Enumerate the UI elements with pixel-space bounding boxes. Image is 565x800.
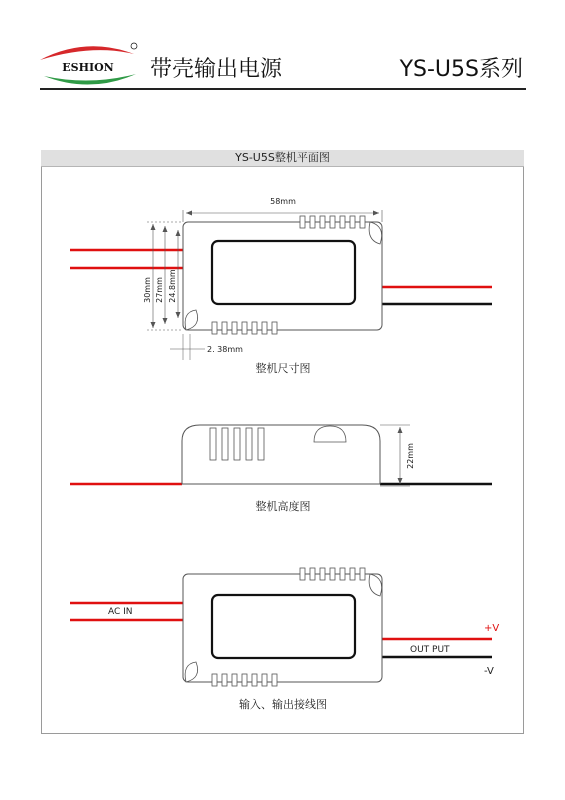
label-window [212, 241, 355, 304]
wiring-label-window [212, 595, 355, 658]
model-series: YS-U5S系列 [399, 57, 523, 82]
dimension-drawing [70, 197, 492, 375]
dimension-drawing-caption: 整机尺寸图 [255, 362, 311, 375]
logo-text: ESHION [62, 61, 114, 74]
side-height-label: 22mm [406, 443, 415, 469]
wiring-drawing [70, 568, 499, 711]
height-27-label: 27mm [155, 277, 164, 303]
panel-title: YS-U5S整机平面图 [41, 150, 524, 167]
width-dimension-label: 58mm [270, 197, 296, 206]
bottom-vents [212, 322, 277, 334]
height-24-label: 24.8mm [168, 269, 177, 303]
wiring-drawing-caption: 输入、输出接线图 [239, 698, 327, 711]
offset-dimension-label: 2. 38mm [207, 345, 243, 354]
ac-in-label: AC IN [108, 607, 133, 617]
height-drawing-caption: 整机高度图 [255, 500, 311, 513]
height-30-label: 30mm [143, 277, 152, 303]
negative-label: -V [484, 666, 494, 677]
top-vents [300, 216, 365, 228]
height-drawing [70, 425, 492, 513]
positive-label: +V [484, 623, 500, 634]
page-title: 带壳输出电源 [150, 57, 283, 82]
output-label: OUT PUT [410, 645, 450, 655]
